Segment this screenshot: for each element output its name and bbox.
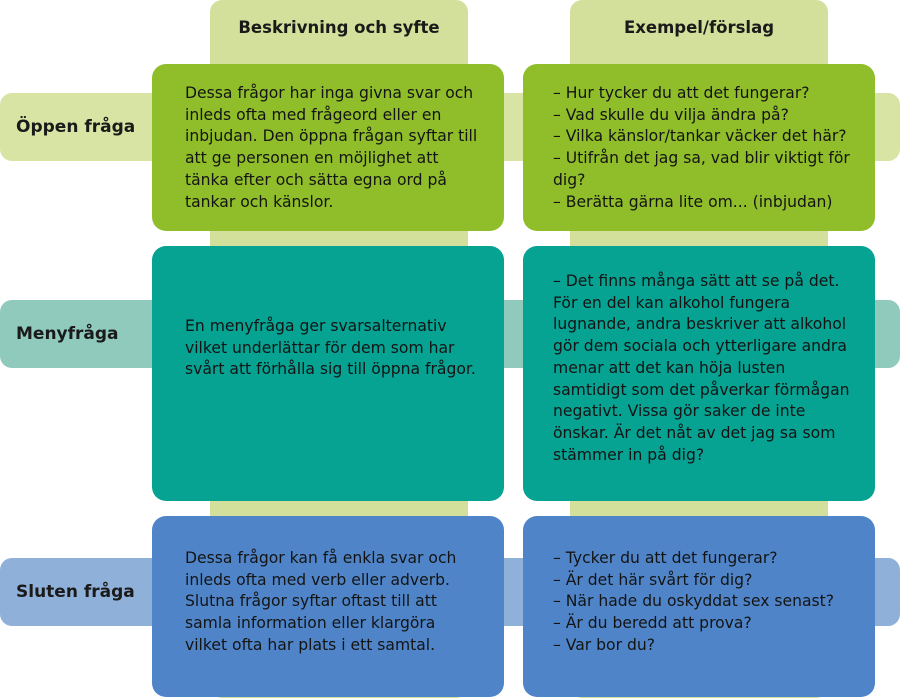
examples-cell-menu-question [523, 246, 875, 501]
example-item: – Var bor du? [553, 635, 655, 654]
example-item: – När hade du oskyddat sex senast? [553, 592, 835, 611]
examples-cell-open-question [523, 64, 875, 231]
example-item: – Är det här svårt för dig? [553, 570, 753, 589]
description-cell-open-question [152, 64, 504, 231]
example-item: – Hur tycker du att det fungerar? [553, 84, 810, 102]
example-item: – Det finns många sätt att se på det. För en del kan alkohol fungera lugnande, andra beskriver att alkohol gör dem sociala och ytterligare andra menar att det kan höja lusten samtidigt som det påverkar förmågan negativt. Vissa gör saker de inte önskar. Är det nåt av det jag sa som stämmer in på dig? [553, 272, 850, 464]
example-item: – Tycker du att det fungerar? [553, 549, 778, 567]
row-label-closed-question: Sluten fråga [16, 582, 135, 602]
row-label-menu-question: Menyfråga [16, 324, 119, 344]
description-cell-menu-question [152, 246, 504, 501]
row-label-open-question: Öppen fråga [16, 117, 136, 137]
description-text: En menyfråga ger svarsalternativ vilket underlättar för dem som har svårt att förhålla sig till öppna frågor. [185, 317, 476, 379]
column-header-description: Beskrivning och syfte [238, 18, 440, 37]
description-text: Dessa frågor kan få enkla svar och inleds ofta med verb eller adverb. Slutna frågor syftar oftast till att samla information eller klargöra vilket ofta har plats i ett samtal. [185, 549, 457, 654]
column-header-examples: Exempel/förslag [623, 18, 775, 37]
example-item: – Vilka känslor/tankar väcker det här? [553, 127, 847, 146]
examples-cell-closed-question [523, 516, 875, 697]
example-item: – Är du beredd att prova? [553, 614, 752, 633]
example-item: – Berätta gärna lite om... (inbjudan) [553, 192, 833, 211]
example-item: – Utifrån det jag sa, vad blir viktigt för dig? [553, 149, 850, 189]
description-cell-closed-question [152, 516, 504, 697]
description-text: Dessa frågor har inga givna svar och inleds ofta med frågeord eller en inbjudan. Den öppna frågan syftar till att ge personen en möjlighet att tänka efter och sätta egna ord på tankar och känslor. [185, 84, 478, 211]
example-item: – Vad skulle du vilja ändra på? [553, 105, 789, 124]
